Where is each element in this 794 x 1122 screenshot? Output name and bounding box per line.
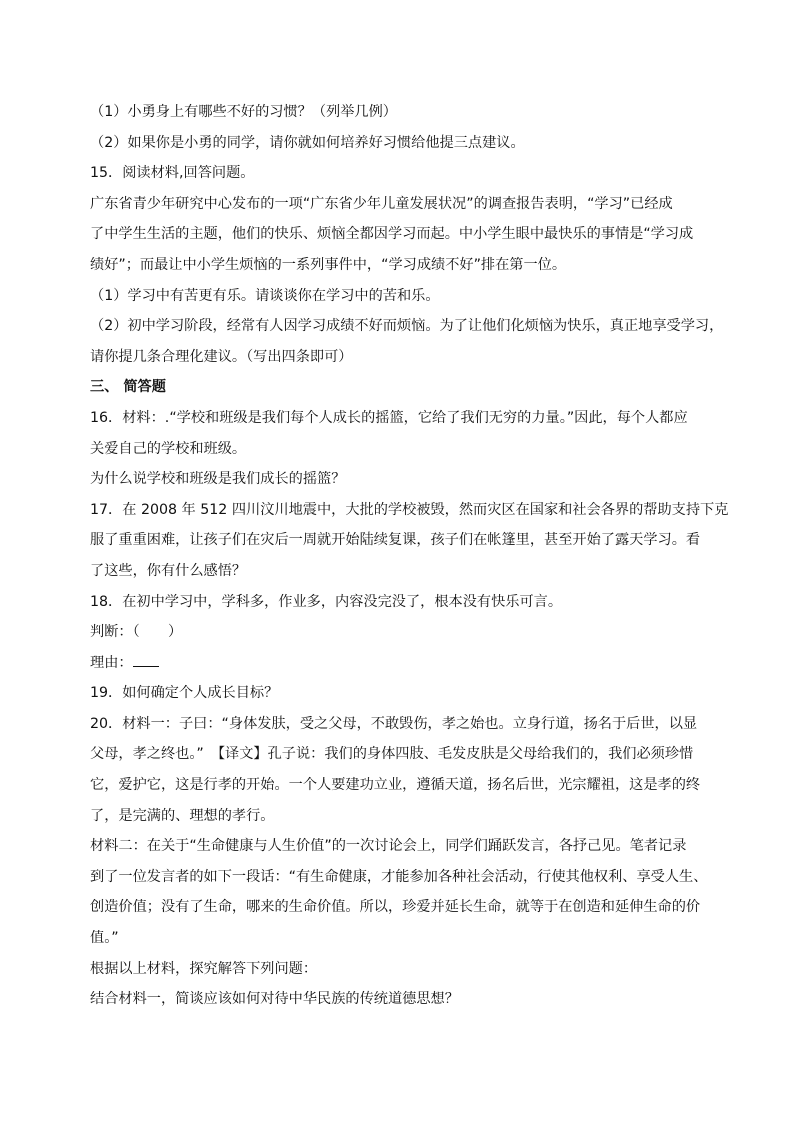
- question-18-judgement: 判断：（ ）: [90, 624, 183, 641]
- question-16-material-line-2: 关爱自己的学校和班级。: [90, 440, 247, 457]
- question-18-reason-row: [90, 648, 704, 679]
- question-17-line-1: 17．在 2008 年 512 四川汶川地震中，大批的学校被毁，然而灾区在国家和社会各界的帮助支持下克: [90, 501, 729, 518]
- question-20-material-1-line-1: 20．材料一：子曰：“身体发肤，受之父母，不敢毁伤，孝之始也。立身行道，扬名于后世，以显: [90, 715, 698, 732]
- question-15-part-1: （1）学习中有苦更有乐。请谈谈你在学习中的苦和乐。: [90, 287, 440, 304]
- question-20-material-2-line-3: 创造价值；没有了生命，哪来的生命价值。所以，珍爱并延长生命，就等于在创造和延伸生命的价: [90, 899, 701, 916]
- question-15-material-line-3: 绩好”；而最让中小学生烦恼的一系列事件中，“学习成绩不好”排在第一位。: [90, 256, 567, 273]
- question-14-part-1: （1）小勇身上有哪些不好的习惯？（列举几例）: [90, 104, 397, 120]
- question-15-material-line-2: 了中学生生活的主题，他们的快乐、烦恼全都因学习而起。中小学生眼中最快乐的事情是“学习成: [90, 226, 694, 243]
- question-15-part-2-line-1: （2）初中学习阶段，经常有人因学习成绩不好而烦恼。为了让他们化烦恼为快乐，真正地享受学习，: [90, 318, 724, 335]
- answer-blank: [133, 652, 159, 667]
- question-14-part-2: （2）如果你是小勇的同学，请你就如何培养好习惯给他提三点建议。: [90, 134, 525, 151]
- question-17-line-3: 了这些，你有什么感悟？: [90, 562, 247, 579]
- question-20-material-2-line-2: 到了一位发言者的如下一段话：“有生命健康，才能参加各种社会活动，行使其他权利、享受人生、: [90, 868, 708, 885]
- question-20-subquestion: 结合材料一，简谈应该如何对待中华民族的传统道德思想？: [90, 991, 459, 1008]
- question-20-material-1-line-2: 父母，孝之终也。” 【译文】孔子说：我们的身体四肢、毛发皮肤是父母给我们的，我们必须珍惜: [90, 746, 694, 763]
- question-16-question: 为什么说学校和班级是我们成长的摇篮？: [90, 471, 346, 488]
- question-17-line-2: 服了重重困难，让孩子们在灾后一周就开始陆续复课，孩子们在帐篷里，甚至开始了露天学习。看: [90, 532, 701, 549]
- question-15-part-2-line-2: 请你提几条合理化建议。（写出四条即可）: [90, 348, 353, 365]
- question-20-material-1-line-3: 它，爱护它，这是行孝的开始。一个人要建功立业，遵循天道，扬名后世，光宗耀祖，这是孝的终: [90, 777, 701, 794]
- question-20-material-2-line-4: 值。”: [90, 930, 119, 947]
- question-15-prompt: 15．阅读材料,回答问题。: [90, 165, 255, 182]
- section-heading-short-answer: 三、 简答题: [90, 379, 166, 396]
- question-20-instruction: 根据以上材料，探究解答下列问题：: [90, 960, 318, 977]
- question-18-statement: 18．在初中学习中，学科多，作业多，内容没完没了，根本没有快乐可言。: [90, 593, 563, 610]
- question-18-reason-label: 理由：: [90, 654, 133, 671]
- question-20-material-2-line-1: 材料二：在关于“生命健康与人生价值”的一次讨论会上，同学们踊跃发言，各抒己见。笔者记录: [90, 838, 687, 855]
- question-20-material-1-line-4: 了，是完满的、理想的孝行。: [90, 807, 275, 824]
- question-16-material-line-1: 16．材料：.“学校和班级是我们每个人成长的摇篮，它给了我们无穷的力量。”因此，每个人都应: [90, 409, 688, 426]
- question-15-material-line-1: 广东省青少年研究中心发布的一项“广东省少年儿童发展状况”的调查报告表明，“学习”已经成: [90, 195, 673, 212]
- document-page: [90, 97, 729, 1015]
- question-19: 19．如何确定个人成长目标？: [90, 685, 279, 702]
